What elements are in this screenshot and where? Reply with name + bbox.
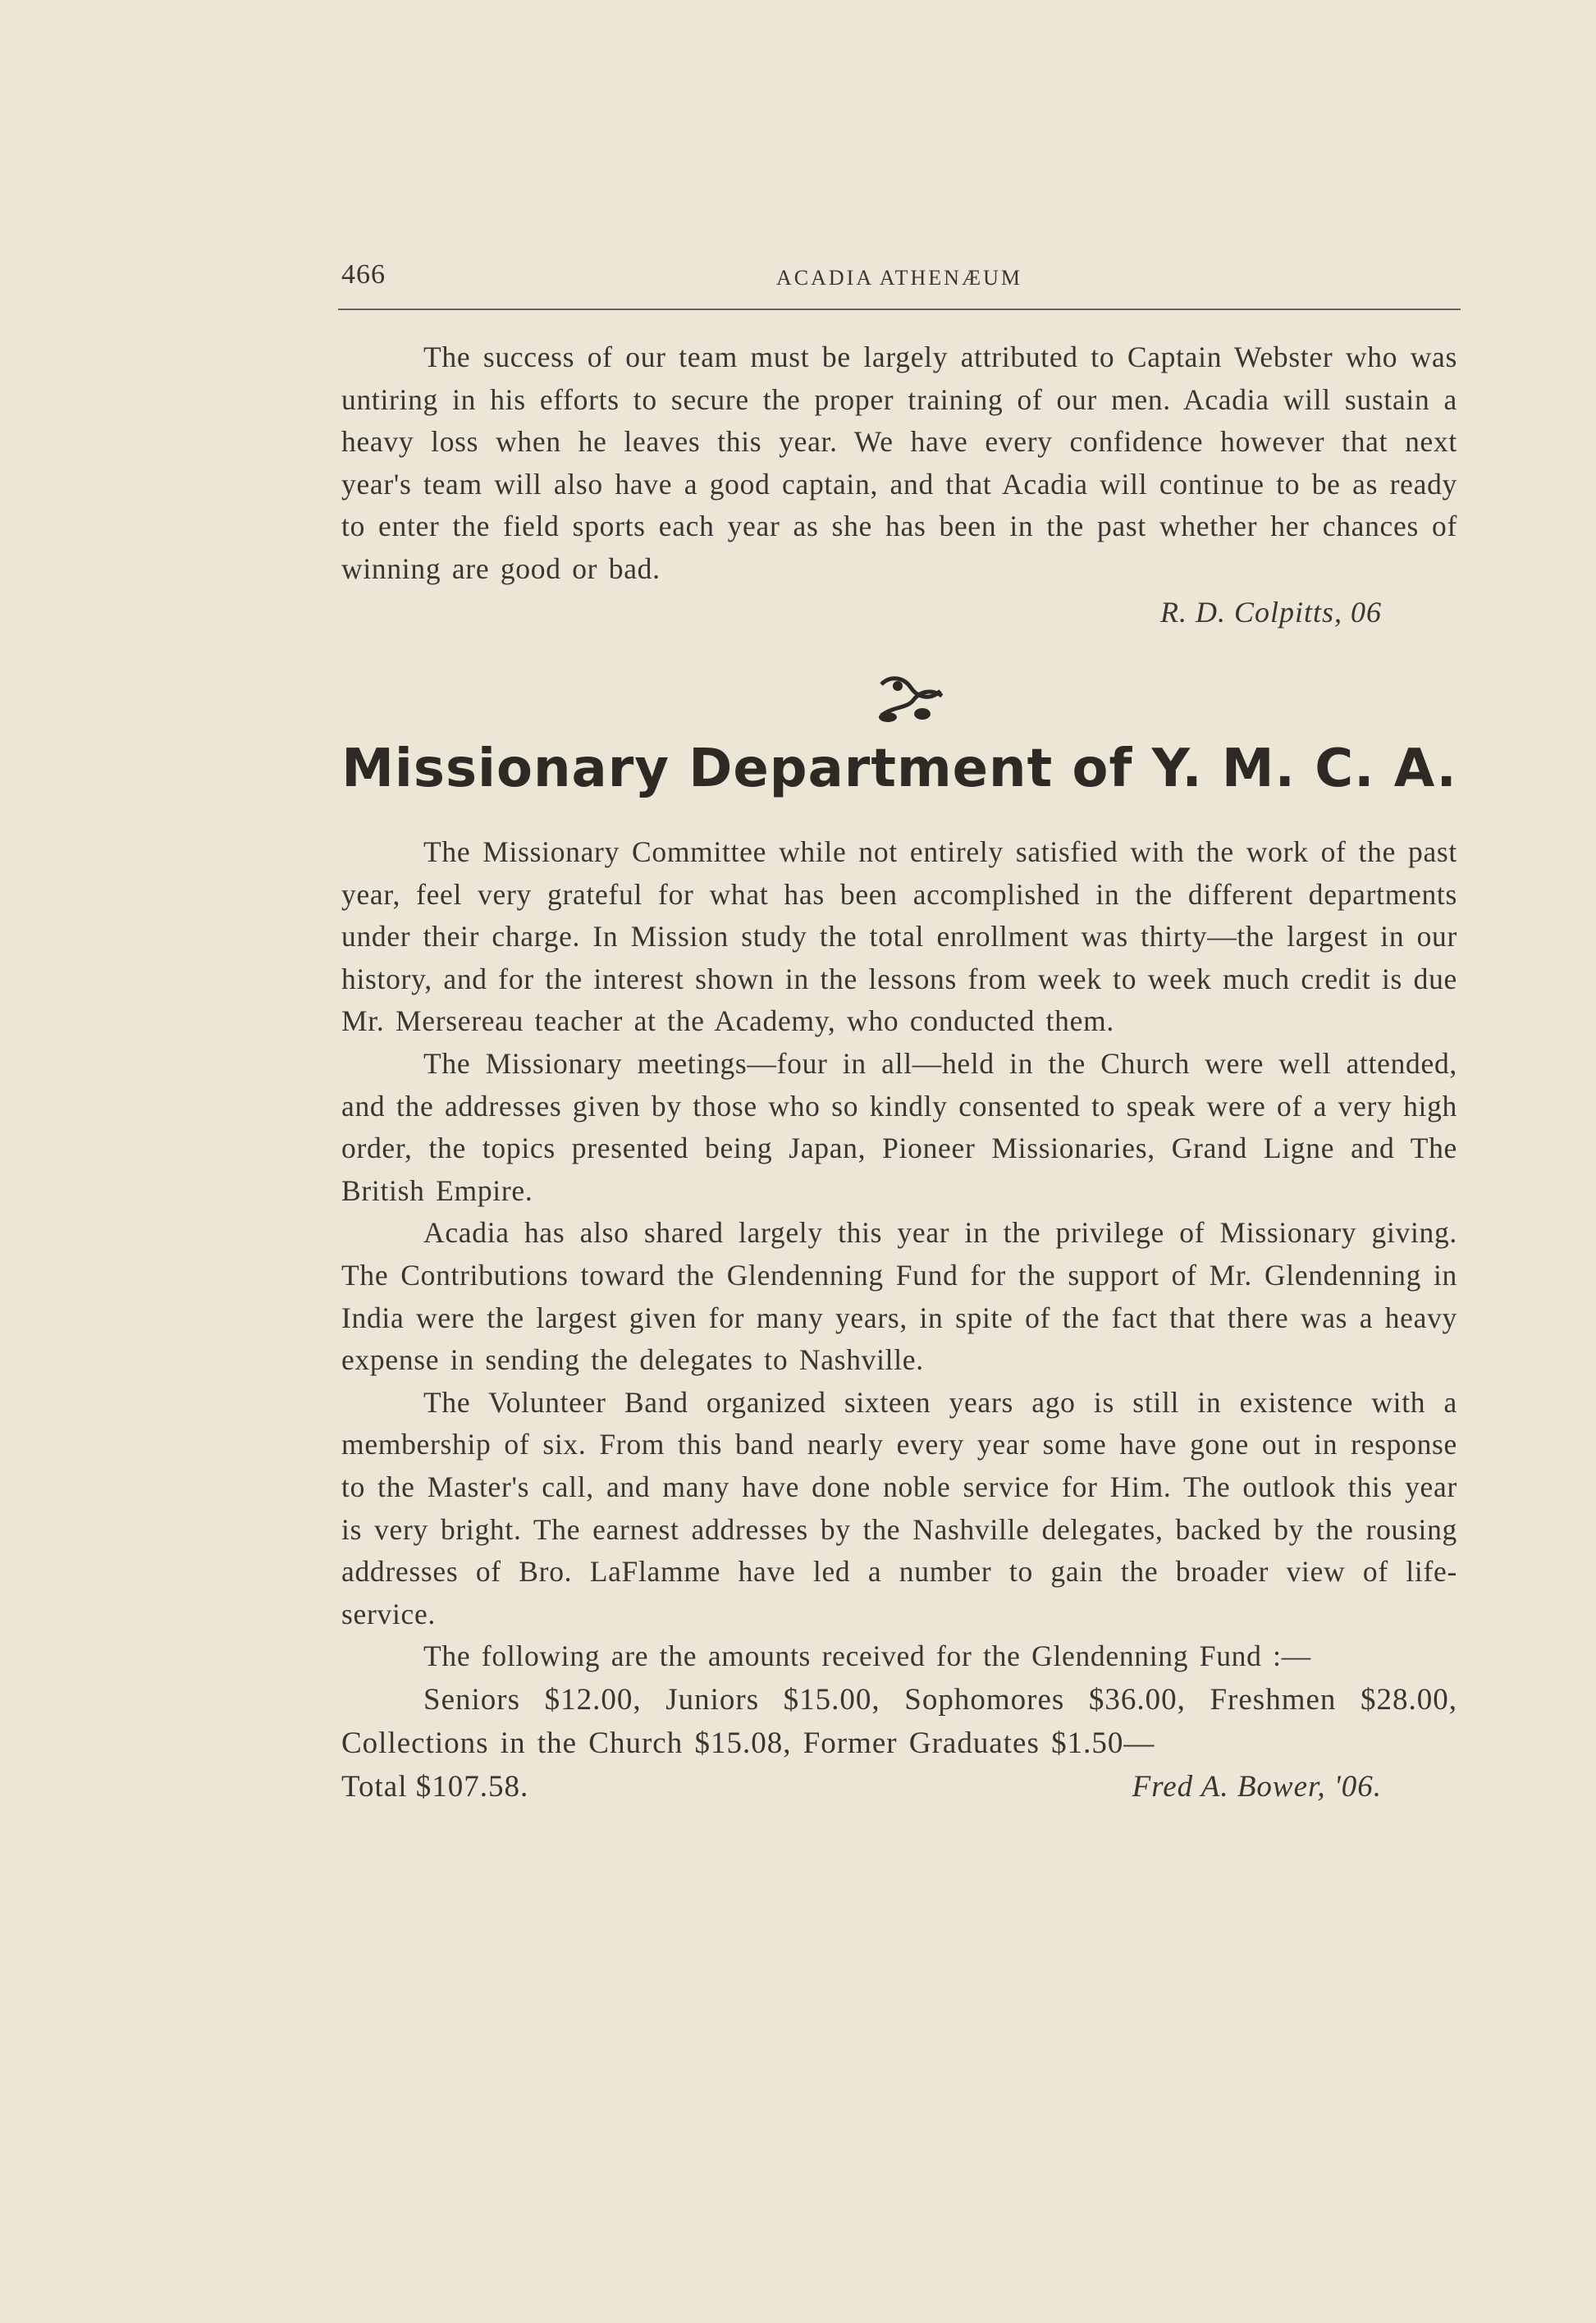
fund-total: Total $107.58.: [341, 1769, 529, 1804]
missionary-paragraph-2: The Missionary meetings—four in all—held in the Church were well attended, and the addresses given by those who so kindly consented to speak were of a very high order, the topics presented being Japan, Pioneer Missionaries, Grand Ligne and The British Empire.: [341, 1046, 1457, 1207]
page-number: 466: [341, 259, 386, 290]
athletics-signature: R. D. Colpitts, 06: [1159, 595, 1382, 629]
missionary-paragraph-5: The following are the amounts received for the Glendenning Fund :—: [423, 1639, 1311, 1673]
fund-amounts: Seniors $12.00, Juniors $15.00, Sophomores $36.00, Freshmen $28.00, Collections in the Church $15.08, Former Graduates $1.50—: [341, 1682, 1457, 1760]
missionary-paragraph-3: Acadia has also shared largely this year in the privilege of Missionary giving. The Contributions toward the Glendenning Fund for the support of Mr. Glendenning in India were the largest given for many years, in spite of the fact that there was a heavy expense in sending the delegates to Nashville.: [341, 1216, 1457, 1377]
section-title: Missionary Department of Y. M. C. A.: [341, 739, 1457, 799]
running-head: ACADIA ATHENÆUM: [776, 266, 1022, 290]
fleuron-ornament-icon: [873, 673, 947, 727]
athletics-section: [341, 336, 1457, 633]
athletics-paragraph: The success of our team must be largely attributed to Captain Webster who was untiring in his efforts to secure the proper training of our men. Acadia will sustain a heavy loss when he leaves this year. We have every confidence however that next year's team will also have a good captain, and that Acadia will continue to be as ready to enter the field sports each year as she has been in the past whether her chances of winning are good or bad.: [341, 341, 1457, 585]
missionary-paragraph-1: The Missionary Committee while not entirely satisfied with the work of the past year, feel very grateful for what has been accomplished in the different departments under their charge. In Mission study the total enrollment was thirty—the largest in our history, and for the interest shown in the lessons from week to week much credit is due Mr. Mersereau teacher at the Academy, who conducted them.: [341, 835, 1457, 1038]
page-header: [338, 259, 1461, 310]
missionary-paragraph-4: The Volunteer Band organized sixteen years ago is still in existence with a membership of six. From this band nearly every year some have gone out in response to the Master's call, and many have done noble service for Him. The outlook this year is very bright. The earnest addresses by the Nashville delegates, backed by the rousing addresses of Bro. LaFlamme have led a number to gain the broader view of life-service.: [341, 1385, 1457, 1630]
missionary-signature: Fred A. Bower, '06.: [1132, 1769, 1382, 1804]
missionary-section: [341, 831, 1457, 1809]
total-line: [341, 1765, 1457, 1809]
